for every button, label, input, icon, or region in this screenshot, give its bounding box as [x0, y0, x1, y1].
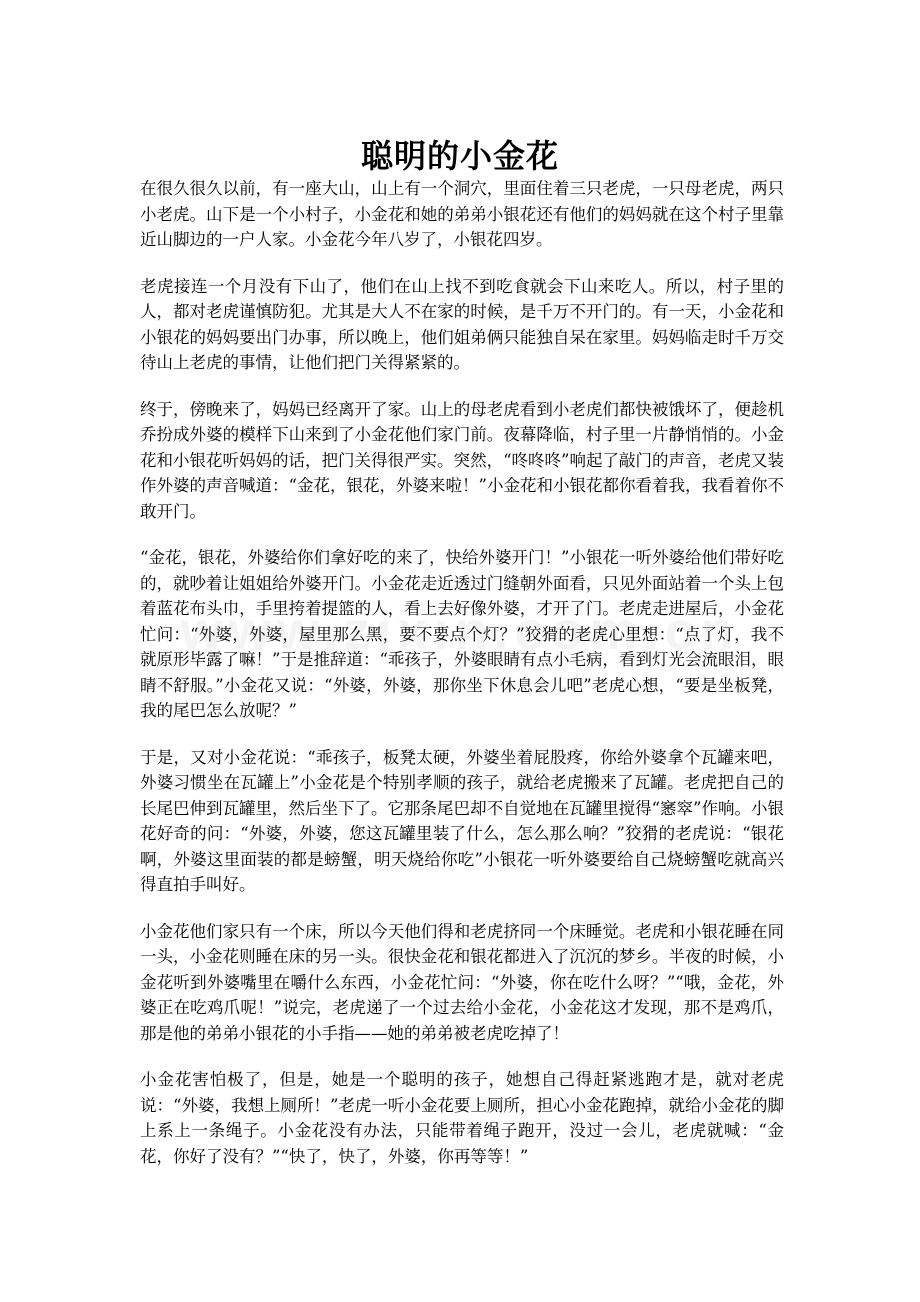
page-title: 聪明的小金花 — [360, 137, 559, 176]
paragraph-2: 老虎接连一个月没有下山了，他们在山上找不到吃食就会下山来吃人。所以，村子里的人，都对老虎谨慎防犯。尤其是大人不在家的时候，是千万不开门的。有一天，小金花和小银花的妈妈要出门办事，所以晚上，他们姐弟俩只能独自呆在家里。妈妈临走时千万交待山上老虎的事情，让他们把门关得紧紧的。 — [140, 276, 784, 372]
paragraph-4: “金花，银花，外婆给你们拿好吃的来了，快给外婆开门！”小银花一听外婆给他们带好吃的，就吵着让姐姐给外婆开门。小金花走近透过门缝朝外面看，只见外面站着一个头上包着蓝花布头巾，手里挎着提篮的人，看上去好像外婆，才开了门。老虎走进屋后，小金花忙问：“外婆，外婆，屋里那么黑，要不要点个灯？”狡猾的老虎心里想：“点了灯，我不就原形毕露了嘛！”于是推辞道：“乖孩子，外婆眼睛有点小毛病，看到灯光会流眼泪，眼睛不舒服。”小金花又说：“外婆，外婆，那你坐下休息会儿吧”老虎心想，“要是坐板凳，我的尾巴怎么放呢？” — [140, 548, 784, 720]
paragraph-3: 终于，傍晚来了，妈妈已经离开了家。山上的母老虎看到小老虎们都快被饿坏了，便趁机乔扮成外婆的模样下山来到了小金花他们家门前。夜幕降临，村子里一片静悄悄的。小金花和小银花听妈妈的话，把门关得很严实。突然，“咚咚咚”响起了敲门的声音，老虎又装作外婆的声音喊道：“金花，银花，外婆来啦！”小金花和小银花都你看着我，我看着你不敢开门。 — [140, 399, 784, 521]
paragraph-7: 小金花害怕极了，但是，她是一个聪明的孩子，她想自己得赶紧逃跑才是，就对老虎说：“外婆，我想上厕所！”老虎一听小金花要上厕所，担心小金花跑掉，就给小金花的脚上系上一条绳子。小金花没有办法，只能带着绳子跑开，没过一会儿，老虎就喊：“金花，你好了没有？”“快了，快了，外婆，你再等等！” — [140, 1070, 784, 1166]
story-body — [140, 176, 784, 1190]
paragraph-1: 在很久很久以前，有一座大山，山上有一个洞穴，里面住着三只老虎，一只母老虎，两只小老虎。山下是一个小村子，小金花和她的弟弟小银花还有他们的妈妈就在这个村子里靠近山脚边的一户人家。小金花今年八岁了，小银花四岁。 — [140, 179, 784, 249]
paragraph-6: 小金花他们家只有一个床，所以今天他们得和老虎挤同一个床睡觉。老虎和小银花睡在同一头，小金花则睡在床的另一头。很快金花和银花都进入了沉沉的梦乡。半夜的时候，小金花听到外婆嘴里在嚼什么东西，小金花忙问：“外婆，你在吃什么呀？”“哦，金花，外婆正在吃鸡爪呢！”说完，老虎递了一个过去给小金花，小金花这才发现，那不是鸡爪，那是他的弟弟小银花的小手指——她的弟弟被老虎吃掉了！ — [140, 921, 784, 1043]
paragraph-5: 于是，又对小金花说：“乖孩子，板凳太硬，外婆坐着屁股疼，你给外婆拿个瓦罐来吧，外婆习惯坐在瓦罐上”小金花是个特别孝顺的孩子，就给老虎搬来了瓦罐。老虎把自己的长尾巴伸到瓦罐里，然后坐下了。它那条尾巴却不自觉地在瓦罐里搅得“窸窣”作响。小银花好奇的问：“外婆，外婆，您这瓦罐里装了什么，怎么那么响？”狡猾的老虎说：“银花啊，外婆这里面装的都是螃蟹，明天烧给你吃”小银花一听外婆要给自己烧螃蟹吃就高兴得直拍手叫好。 — [140, 747, 784, 894]
